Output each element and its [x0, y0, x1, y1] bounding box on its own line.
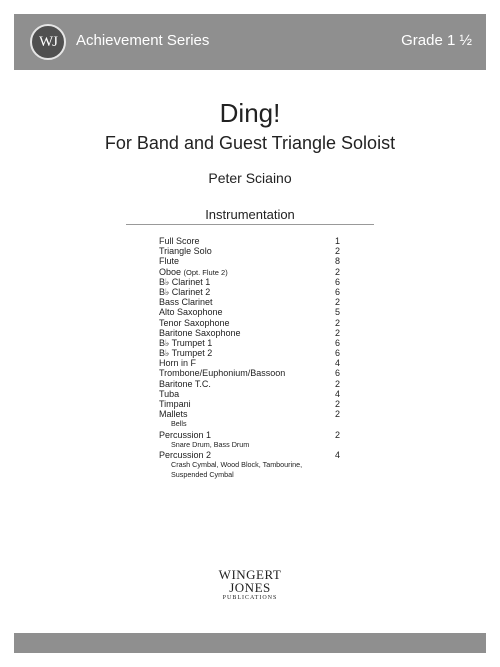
instrument-row — [159, 389, 345, 399]
instrument-name: B♭ Clarinet 2 — [159, 286, 211, 297]
page-subtitle: For Band and Guest Triangle Soloist — [104, 133, 396, 153]
instrument-subparts: Crash Cymbal, Wood Block, Tambourine, — [171, 460, 303, 470]
instrument-count: 6 — [335, 348, 341, 359]
instrument-row — [159, 318, 345, 328]
publisher-name: WINGERT JONES — [218, 567, 282, 595]
instrument-count: 8 — [335, 256, 341, 267]
instrument-count: 5 — [335, 307, 341, 318]
instrument-name: Flute — [159, 256, 180, 267]
publisher-subtitle: PUBLICATIONS — [222, 595, 278, 601]
instrument-name: Mallets — [159, 409, 188, 420]
instrument-row — [159, 338, 345, 348]
instrument-name: Alto Saxophone — [159, 307, 223, 318]
instrument-name: Full Score — [159, 236, 200, 246]
instrument-name: Baritone T.C. — [159, 378, 211, 389]
instrument-name: Trombone/Euphonium/Bassoon — [159, 368, 286, 379]
header-band — [14, 14, 486, 70]
instrument-count: 2 — [335, 317, 341, 328]
instrument-row — [159, 287, 345, 297]
instrument-count: 2 — [335, 246, 341, 257]
composer-name: Peter Sciaino — [208, 170, 292, 186]
instrument-count: 2 — [335, 266, 341, 277]
instrument-count: 6 — [335, 286, 341, 297]
instrument-count: 2 — [335, 378, 341, 389]
instrument-row — [159, 246, 345, 256]
instrument-count: 4 — [335, 358, 341, 369]
instrument-count: 6 — [335, 276, 341, 287]
instrument-subparts: Snare Drum, Bass Drum — [171, 439, 250, 449]
instrument-row — [159, 409, 345, 419]
instrument-row — [159, 236, 345, 246]
instrument-row — [159, 430, 345, 440]
instrument-count: 6 — [335, 337, 341, 348]
instrument-name: Percussion 1 — [159, 429, 212, 440]
instrument-name: Bass Clarinet — [159, 297, 213, 308]
instrument-name: B♭ Trumpet 1 — [159, 337, 213, 348]
instrument-row — [159, 307, 345, 317]
instrument-count: 1 — [335, 236, 341, 246]
instrument-count: 6 — [335, 368, 341, 379]
instrument-row — [159, 399, 345, 409]
instrument-row — [159, 328, 345, 338]
instrument-name: Tenor Saxophone — [159, 317, 230, 328]
page-title: Ding! — [219, 98, 281, 128]
instrument-row — [159, 348, 345, 358]
instrument-count: 2 — [335, 429, 341, 440]
instrumentation-list — [159, 236, 345, 481]
instrument-name: Oboe — [159, 266, 182, 277]
instrument-row — [159, 256, 345, 266]
instrument-count: 4 — [335, 449, 341, 460]
instrument-subparts: Bells — [171, 419, 187, 429]
instrument-count: 2 — [335, 409, 341, 420]
grade-label: Grade 1 ½ — [401, 32, 472, 49]
instrument-row — [159, 277, 345, 287]
instrument-count: 2 — [335, 399, 341, 409]
instrument-count: 2 — [335, 297, 341, 308]
instrument-row — [159, 368, 345, 378]
instrument-name: B♭ Clarinet 1 — [159, 276, 211, 287]
instrument-row — [159, 297, 345, 307]
instrument-name: Baritone Saxophone — [159, 327, 241, 338]
heading-divider — [126, 224, 374, 225]
instrument-row — [159, 358, 345, 368]
instrument-row — [159, 379, 345, 389]
instrument-name: Horn in F — [159, 358, 197, 369]
instrument-count: 2 — [335, 327, 341, 338]
series-title: Achievement Series — [76, 32, 210, 49]
instrument-name: B♭ Trumpet 2 — [159, 348, 213, 359]
instrument-subparts: Suspended Cymbal — [171, 470, 234, 480]
instrument-count: 4 — [335, 388, 341, 399]
instrument-row — [159, 267, 345, 277]
instrumentation-heading: Instrumentation — [205, 207, 295, 222]
instrument-name: Timpani — [159, 399, 191, 409]
footer-band — [14, 633, 486, 653]
instrument-name: Percussion 2 — [159, 449, 212, 460]
instrument-name: Tuba — [159, 388, 180, 399]
publisher-logo — [200, 568, 300, 602]
instrument-row — [159, 450, 345, 460]
instrument-name: Triangle Solo — [159, 246, 212, 257]
instrument-note: (Opt. Flute 2) — [183, 267, 228, 277]
wj-logo-icon: WJ — [30, 24, 66, 60]
